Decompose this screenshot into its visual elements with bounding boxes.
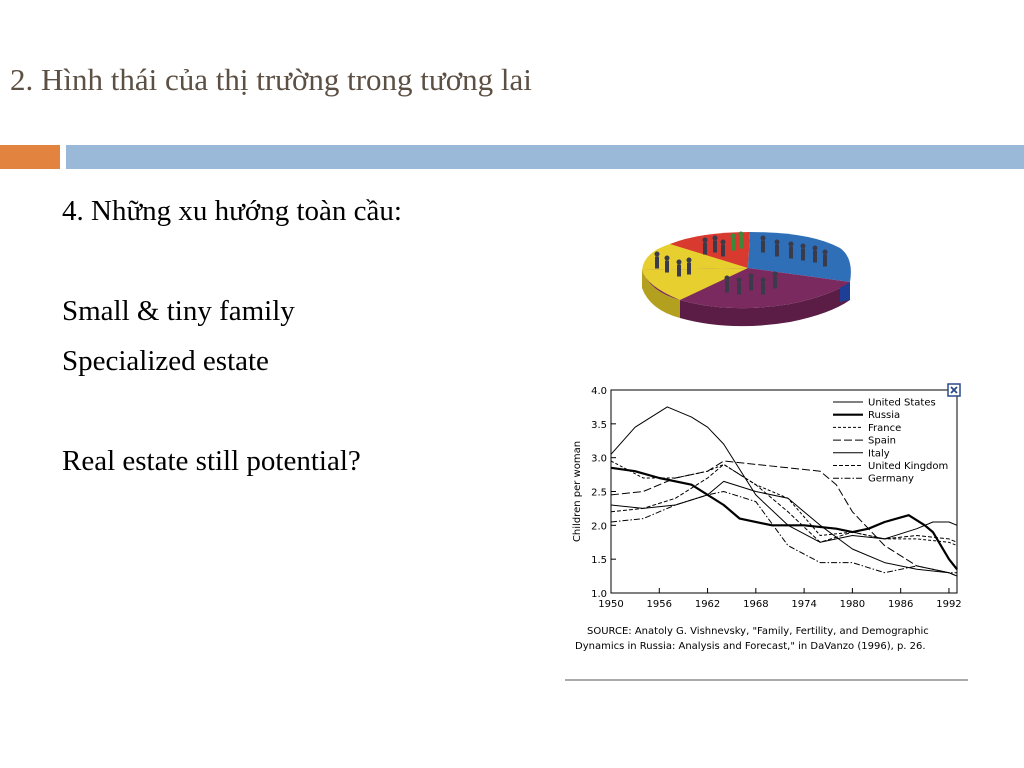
bullet-item: Small & tiny family [62, 295, 295, 327]
y-tick-label: 3.5 [591, 419, 607, 431]
slide-title: 2. Hình thái của thị trường trong tương lai [10, 62, 532, 97]
x-tick-label: 1974 [791, 599, 817, 610]
x-tick-label: 1956 [646, 599, 673, 610]
chart-source-line-1: SOURCE: Anatoly G. Vishnevsky, "Family, Fertility, and Demographic [587, 626, 929, 637]
legend-label: United States [868, 397, 936, 409]
y-tick-label: 2.5 [591, 487, 607, 499]
legend-label: Italy [868, 448, 890, 460]
y-tick-label: 4.0 [591, 386, 607, 397]
y-tick-label: 1.0 [591, 589, 607, 600]
section-heading: 4. Những xu hướng toàn cầu: [62, 195, 402, 227]
slide-body [62, 190, 402, 490]
x-tick-label: 1992 [936, 599, 962, 610]
bullet-item: Real estate still potential? [62, 445, 361, 477]
legend-label: Germany [868, 473, 914, 485]
legend-label: United Kingdom [868, 461, 949, 472]
y-tick-label: 2.0 [591, 521, 607, 533]
x-tick-label: 1986 [887, 599, 914, 610]
plot-frame [611, 390, 957, 593]
y-tick-label: 3.0 [591, 453, 607, 465]
y-axis-label: Children per woman [572, 440, 583, 543]
legend-label: France [868, 422, 902, 434]
legend-label: Russia [868, 410, 901, 422]
people-pie-chart-image [640, 222, 855, 340]
x-tick-label: 1968 [743, 599, 769, 610]
x-tick-label: 1962 [694, 599, 721, 610]
spacer [62, 390, 402, 440]
x-tick-label: 1980 [839, 599, 866, 610]
bullet-item: Specialized estate [62, 345, 269, 377]
x-tick-label: 1950 [598, 599, 624, 610]
spacer [62, 240, 402, 290]
legend-label: Spain [868, 435, 896, 447]
series-line [611, 481, 957, 576]
chart-source-line-2: Dynamics in Russia: Analysis and Forecast," in DaVanzo (1996), p. 26. [575, 641, 926, 652]
close-button[interactable] [948, 384, 960, 396]
fertility-line-chart [563, 378, 973, 683]
accent-bar-orange [0, 145, 60, 169]
accent-bar-blue [66, 145, 1024, 169]
y-tick-label: 1.5 [591, 555, 607, 567]
